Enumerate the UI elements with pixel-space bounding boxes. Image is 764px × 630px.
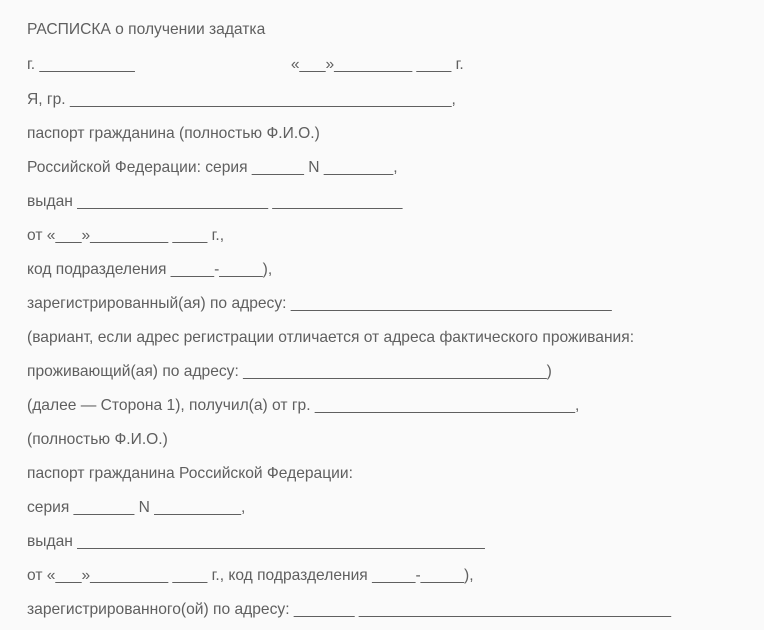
party-one-series-line: Российской Федерации: серия ______ N ________, [27, 159, 398, 176]
party-one-date-line: от «___»_________ ____ г., [27, 227, 225, 244]
party-one-registration-line: зарегистрированный(ая) по адресу: _____________________________________ [27, 295, 612, 312]
party-one-residence-line: проживающий(ая) по адресу: ___________________________________) [27, 363, 552, 380]
document-title: РАСПИСКА о получении задатка [27, 21, 266, 38]
party-two-name-line: (полностью Ф.И.О.) [27, 431, 168, 448]
party-two-date-code-line: от «___»_________ ____ г., код подразделения _____-_____), [27, 567, 474, 584]
party-one-passport-line: паспорт гражданина (полностью Ф.И.О.) [27, 125, 320, 142]
received-from-line: (далее — Сторона 1), получил(а) от гр. ______________________________, [27, 397, 580, 414]
city-date-line: г. ___________ «___»_________ ____ г. [27, 56, 464, 73]
alternative-residence-line: (вариант, если адрес регистрации отличается от адреса фактического проживания: [27, 329, 635, 346]
party-two-registration-line: зарегистрированного(ой) по адресу: _______ ____________________________________ [27, 601, 672, 618]
party-two-passport-line: паспорт гражданина Российской Федерации: [27, 465, 353, 482]
party-one-division-code-line: код подразделения _____-_____), [27, 261, 273, 278]
party-two-series-line: серия _______ N __________, [27, 499, 246, 516]
party-one-issued-line: выдан ______________________ _______________ [27, 193, 403, 210]
party-two-issued-line: выдан _______________________________________________ [27, 533, 485, 550]
party-one-name-line: Я, гр. ____________________________________________, [27, 91, 456, 108]
